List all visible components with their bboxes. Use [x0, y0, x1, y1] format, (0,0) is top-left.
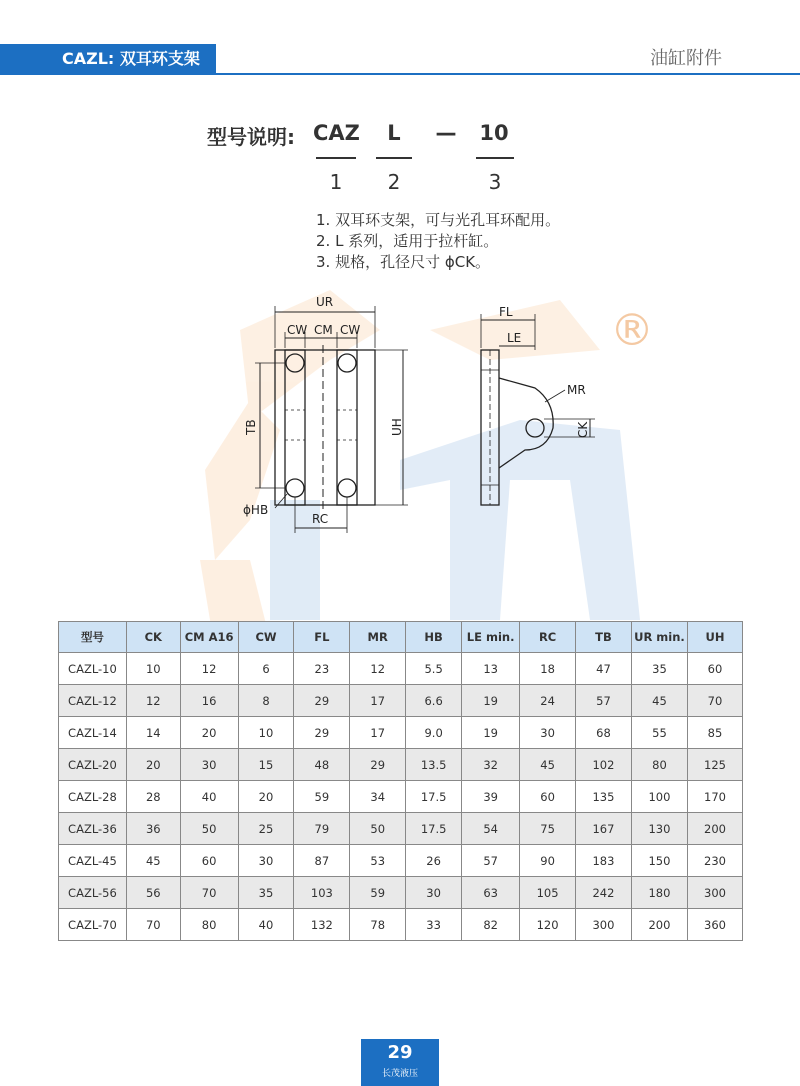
svg-text:®: ®: [610, 305, 654, 356]
model-notes: [316, 210, 560, 273]
table-cell: CAZL-45: [59, 845, 127, 877]
section-title: 油缸附件: [650, 48, 722, 69]
table-cell: 170: [688, 781, 743, 813]
svg-text:MR: MR: [567, 383, 586, 397]
table-cell: 18: [520, 653, 576, 685]
table-cell: 34: [350, 781, 406, 813]
svg-text:TB: TB: [244, 419, 258, 435]
svg-text:LE: LE: [507, 331, 522, 345]
table-cell: 20: [180, 717, 238, 749]
table-row: [59, 781, 743, 813]
column-header: MR: [350, 622, 406, 653]
model-code-dash: —: [435, 121, 457, 145]
page-title: CAZL: 双耳环支架: [62, 49, 200, 68]
model-code-part-2: L: [387, 121, 401, 145]
table-cell: 300: [688, 877, 743, 909]
svg-text:CW: CW: [287, 323, 308, 337]
column-header: CW: [238, 622, 294, 653]
table-cell: 57: [462, 845, 520, 877]
column-header: CK: [126, 622, 180, 653]
table-cell: 87: [294, 845, 350, 877]
table-cell: 50: [180, 813, 238, 845]
column-header: 型号: [59, 622, 127, 653]
table-cell: 39: [462, 781, 520, 813]
column-header: UR min.: [631, 622, 687, 653]
table-cell: 19: [462, 717, 520, 749]
table-cell: 57: [576, 685, 632, 717]
table-cell: 300: [576, 909, 632, 941]
table-row: [59, 685, 743, 717]
table-cell: 55: [631, 717, 687, 749]
table-cell: 78: [350, 909, 406, 941]
table-header-row: [59, 622, 743, 653]
table-cell: 29: [294, 685, 350, 717]
technical-drawing: [235, 290, 605, 540]
svg-text:ϕHB: ϕHB: [243, 503, 269, 517]
table-cell: 35: [238, 877, 294, 909]
table-cell: 59: [294, 781, 350, 813]
table-cell: 15: [238, 749, 294, 781]
table-cell: 9.0: [406, 717, 462, 749]
table-row: [59, 653, 743, 685]
table-cell: 242: [576, 877, 632, 909]
table-cell: 29: [294, 717, 350, 749]
spec-table: [58, 621, 743, 941]
table-cell: 167: [576, 813, 632, 845]
svg-text:UR: UR: [316, 295, 334, 309]
table-cell: 45: [520, 749, 576, 781]
table-row: [59, 749, 743, 781]
table-cell: 60: [520, 781, 576, 813]
note-item: 3. 规格，孔径尺寸 ϕCK。: [316, 253, 491, 271]
model-code-underline-1: [316, 157, 356, 159]
table-row: [59, 717, 743, 749]
table-cell: CAZL-20: [59, 749, 127, 781]
table-cell: 103: [294, 877, 350, 909]
table-cell: 17: [350, 685, 406, 717]
table-cell: 75: [520, 813, 576, 845]
table-cell: 150: [631, 845, 687, 877]
table-cell: 70: [688, 685, 743, 717]
table-cell: CAZL-36: [59, 813, 127, 845]
model-code-part-1: CAZ: [313, 121, 360, 145]
table-cell: 19: [462, 685, 520, 717]
table-cell: 26: [406, 845, 462, 877]
bracket-front-outline: [275, 350, 375, 505]
table-cell: 6: [238, 653, 294, 685]
column-header: LE min.: [462, 622, 520, 653]
table-cell: 60: [688, 653, 743, 685]
table-cell: 10: [238, 717, 294, 749]
table-cell: 70: [126, 909, 180, 941]
table-row: [59, 877, 743, 909]
table-cell: 60: [180, 845, 238, 877]
table-cell: 6.6: [406, 685, 462, 717]
table-cell: 48: [294, 749, 350, 781]
side-pin-hole: [526, 419, 544, 437]
table-cell: CAZL-14: [59, 717, 127, 749]
table-cell: 53: [350, 845, 406, 877]
table-cell: 54: [462, 813, 520, 845]
table-cell: 12: [180, 653, 238, 685]
model-code-underline-3: [476, 157, 514, 159]
table-cell: 24: [520, 685, 576, 717]
page-number: 29: [387, 1042, 413, 1063]
table-cell: 68: [576, 717, 632, 749]
svg-text:FL: FL: [499, 305, 513, 319]
column-header: TB: [576, 622, 632, 653]
table-cell: 70: [180, 877, 238, 909]
table-cell: 30: [238, 845, 294, 877]
column-header: RC: [520, 622, 576, 653]
front-bottom-hole-left: [286, 479, 304, 497]
table-row: [59, 909, 743, 941]
table-cell: 5.5: [406, 653, 462, 685]
table-cell: 10: [126, 653, 180, 685]
table-cell: 30: [520, 717, 576, 749]
table-cell: 33: [406, 909, 462, 941]
table-cell: 102: [576, 749, 632, 781]
table-cell: 20: [238, 781, 294, 813]
column-header: CM A16: [180, 622, 238, 653]
model-code-label: 型号说明:: [207, 125, 295, 149]
table-cell: 29: [350, 749, 406, 781]
table-cell: 120: [520, 909, 576, 941]
model-code-number-2: 2: [387, 170, 401, 194]
table-cell: 30: [180, 749, 238, 781]
table-cell: 230: [688, 845, 743, 877]
table-cell: 105: [520, 877, 576, 909]
svg-text:RC: RC: [312, 512, 329, 526]
table-cell: 180: [631, 877, 687, 909]
table-cell: 56: [126, 877, 180, 909]
table-cell: 85: [688, 717, 743, 749]
table-cell: 79: [294, 813, 350, 845]
table-cell: 80: [631, 749, 687, 781]
front-top-hole-left: [286, 354, 304, 372]
table-cell: 40: [180, 781, 238, 813]
model-code-number-3: 3: [488, 170, 502, 194]
front-bottom-hole-right: [338, 479, 356, 497]
table-cell: 17.5: [406, 781, 462, 813]
table-row: [59, 813, 743, 845]
table-cell: 36: [126, 813, 180, 845]
table-cell: 20: [126, 749, 180, 781]
front-top-hole-right: [338, 354, 356, 372]
table-cell: 17: [350, 717, 406, 749]
column-header: HB: [406, 622, 462, 653]
table-cell: CAZL-28: [59, 781, 127, 813]
table-cell: CAZL-10: [59, 653, 127, 685]
svg-text:CW: CW: [340, 323, 361, 337]
table-cell: 12: [350, 653, 406, 685]
table-cell: 47: [576, 653, 632, 685]
table-cell: 16: [180, 685, 238, 717]
table-cell: 30: [406, 877, 462, 909]
table-cell: 135: [576, 781, 632, 813]
table-cell: 125: [688, 749, 743, 781]
table-cell: 40: [238, 909, 294, 941]
table-cell: CAZL-12: [59, 685, 127, 717]
table-cell: 12: [126, 685, 180, 717]
table-cell: 63: [462, 877, 520, 909]
table-cell: 100: [631, 781, 687, 813]
column-header: FL: [294, 622, 350, 653]
table-cell: 360: [688, 909, 743, 941]
table-cell: 32: [462, 749, 520, 781]
table-cell: 17.5: [406, 813, 462, 845]
footer-brand: 长茂液压: [381, 1069, 418, 1079]
model-code-number-1: 1: [329, 170, 343, 194]
table-cell: 59: [350, 877, 406, 909]
svg-text:CM: CM: [314, 323, 333, 337]
table-cell: 13: [462, 653, 520, 685]
table-row: [59, 845, 743, 877]
table-cell: 132: [294, 909, 350, 941]
note-item: 1. 双耳环支架，可与光孔耳环配用。: [316, 211, 561, 229]
table-cell: 35: [631, 653, 687, 685]
table-cell: 23: [294, 653, 350, 685]
model-code-part-3: 10: [479, 121, 509, 145]
table-cell: 200: [631, 909, 687, 941]
header-divider: [0, 73, 800, 75]
column-header: UH: [688, 622, 743, 653]
svg-text:CK: CK: [576, 421, 590, 438]
table-cell: 13.5: [406, 749, 462, 781]
table-cell: 82: [462, 909, 520, 941]
table-cell: 50: [350, 813, 406, 845]
table-cell: CAZL-70: [59, 909, 127, 941]
table-cell: 14: [126, 717, 180, 749]
table-cell: 45: [126, 845, 180, 877]
note-item: 2. L 系列，适用于拉杆缸。: [316, 232, 499, 250]
table-cell: 28: [126, 781, 180, 813]
table-cell: 183: [576, 845, 632, 877]
table-cell: 45: [631, 685, 687, 717]
table-cell: 90: [520, 845, 576, 877]
table-cell: 25: [238, 813, 294, 845]
model-code-underline-2: [376, 157, 412, 159]
table-cell: 200: [688, 813, 743, 845]
svg-text:UH: UH: [390, 418, 404, 436]
table-cell: 80: [180, 909, 238, 941]
table-cell: 130: [631, 813, 687, 845]
table-cell: 8: [238, 685, 294, 717]
table-cell: CAZL-56: [59, 877, 127, 909]
